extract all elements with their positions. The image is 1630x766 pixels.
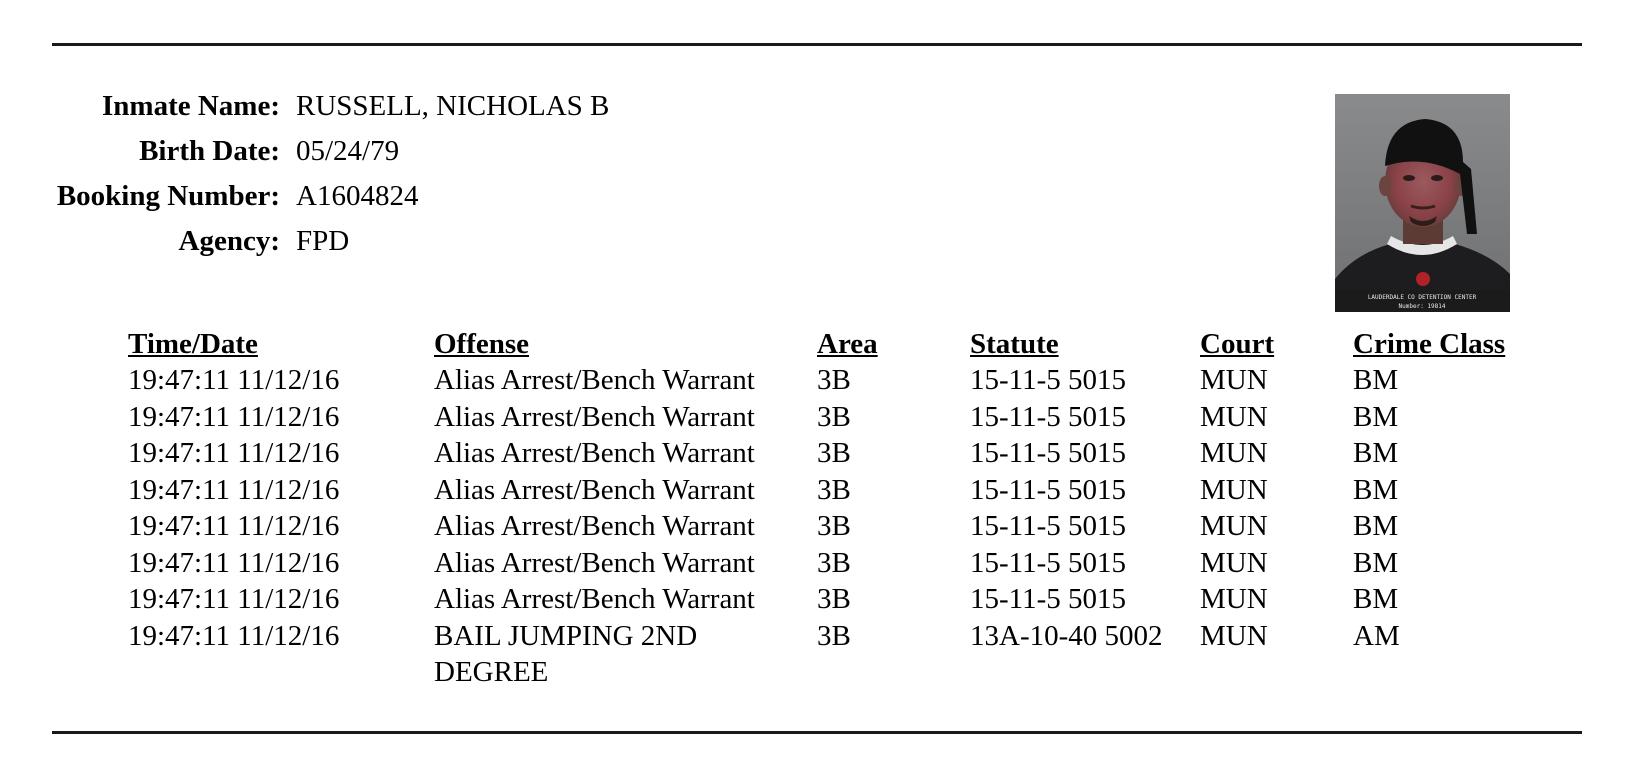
cell-offense: Alias Arrest/Bench Warrant [434,400,755,433]
cell-area: 3B [817,364,851,396]
table-row [128,618,1533,691]
cell-offense: Alias Arrest/Bench Warrant [434,364,755,396]
cell-crime-class: BM [1353,473,1399,506]
top-divider [52,43,1582,46]
birth-date-row [0,135,609,180]
cell-statute: 15-11-5 5015 [970,400,1126,433]
cell-statute: 15-11-5 5015 [970,583,1126,615]
cell-area: 3B [817,473,851,506]
cell-statute: 15-11-5 5015 [970,437,1126,469]
cell-time-date: 19:47:11 11/12/16 [128,437,340,469]
cell-statute: 15-11-5 5015 [970,546,1126,579]
booking-number-label: Booking Number: [56,180,280,212]
header-area: Area [817,328,878,360]
inmate-name-value: RUSSELL, NICHOLAS B [296,90,610,122]
cell-court: MUN [1200,510,1268,542]
inmate-name-row [0,90,609,135]
cell-offense: Alias Arrest/Bench Warrant [434,510,755,542]
cell-offense: Alias Arrest/Bench Warrant [434,583,755,615]
inmate-mugshot-photo [1335,94,1510,312]
cell-offense: Alias Arrest/Bench Warrant [434,437,755,469]
cell-court: MUN [1200,364,1268,396]
cell-court: MUN [1200,400,1268,433]
table-row [128,581,1533,618]
cell-time-date: 19:47:11 11/12/16 [128,364,340,396]
cell-crime-class: BM [1353,546,1399,579]
birth-date-label: Birth Date: [139,135,280,167]
cell-area: 3B [817,619,851,652]
charges-header-row [128,326,1533,362]
bottom-divider [52,731,1582,734]
cell-offense: BAIL JUMPING 2ND DEGREE [434,619,698,688]
cell-area: 3B [817,510,851,542]
cell-court: MUN [1200,619,1268,652]
cell-crime-class: BM [1353,400,1399,433]
cell-court: MUN [1200,473,1268,506]
cell-statute: 15-11-5 5015 [970,364,1126,396]
header-court: Court [1200,328,1275,360]
header-time-date: Time/Date [128,328,258,360]
cell-area: 3B [817,437,851,469]
cell-crime-class: AM [1353,619,1400,652]
cell-time-date: 19:47:11 11/12/16 [128,400,340,433]
inmate-name-label: Inmate Name: [102,90,280,122]
header-offense: Offense [434,328,530,360]
cell-area: 3B [817,583,851,615]
agency-row [0,225,609,270]
cell-crime-class: BM [1353,364,1399,396]
cell-area: 3B [817,546,851,579]
cell-offense: Alias Arrest/Bench Warrant [434,546,755,579]
cell-statute: 13A-10-40 5002 [970,619,1163,652]
photo-caption: LAUDERDALE CO DETENTION CENTER [1367,294,1477,301]
cell-statute: 15-11-5 5015 [970,510,1126,542]
birth-date-value: 05/24/79 [296,135,400,167]
inmate-info [0,90,609,270]
table-row [128,362,1533,399]
cell-time-date: 19:47:11 11/12/16 [128,619,340,652]
table-row [128,435,1533,472]
cell-court: MUN [1200,583,1268,615]
agency-value: FPD [296,225,350,257]
booking-number-value: A1604824 [296,180,419,212]
cell-time-date: 19:47:11 11/12/16 [128,510,340,542]
cell-crime-class: BM [1353,510,1399,542]
cell-court: MUN [1200,437,1268,469]
cell-time-date: 19:47:11 11/12/16 [128,583,340,615]
cell-area: 3B [817,400,851,433]
table-row [128,472,1533,509]
header-crime-class: Crime Class [1353,328,1506,360]
cell-time-date: 19:47:11 11/12/16 [128,473,340,506]
cell-court: MUN [1200,546,1268,579]
header-statute: Statute [970,328,1059,360]
cell-time-date: 19:47:11 11/12/16 [128,546,340,579]
cell-statute: 15-11-5 5015 [970,473,1126,506]
cell-offense: Alias Arrest/Bench Warrant [434,473,755,506]
charges-table [128,326,1533,691]
agency-label: Agency: [178,225,280,257]
table-row [128,545,1533,582]
table-row [128,399,1533,436]
cell-crime-class: BM [1353,437,1399,469]
table-row [128,508,1533,545]
cell-crime-class: BM [1353,583,1399,615]
photo-number: Number: 19814 [1398,303,1446,310]
booking-number-row [0,180,609,225]
